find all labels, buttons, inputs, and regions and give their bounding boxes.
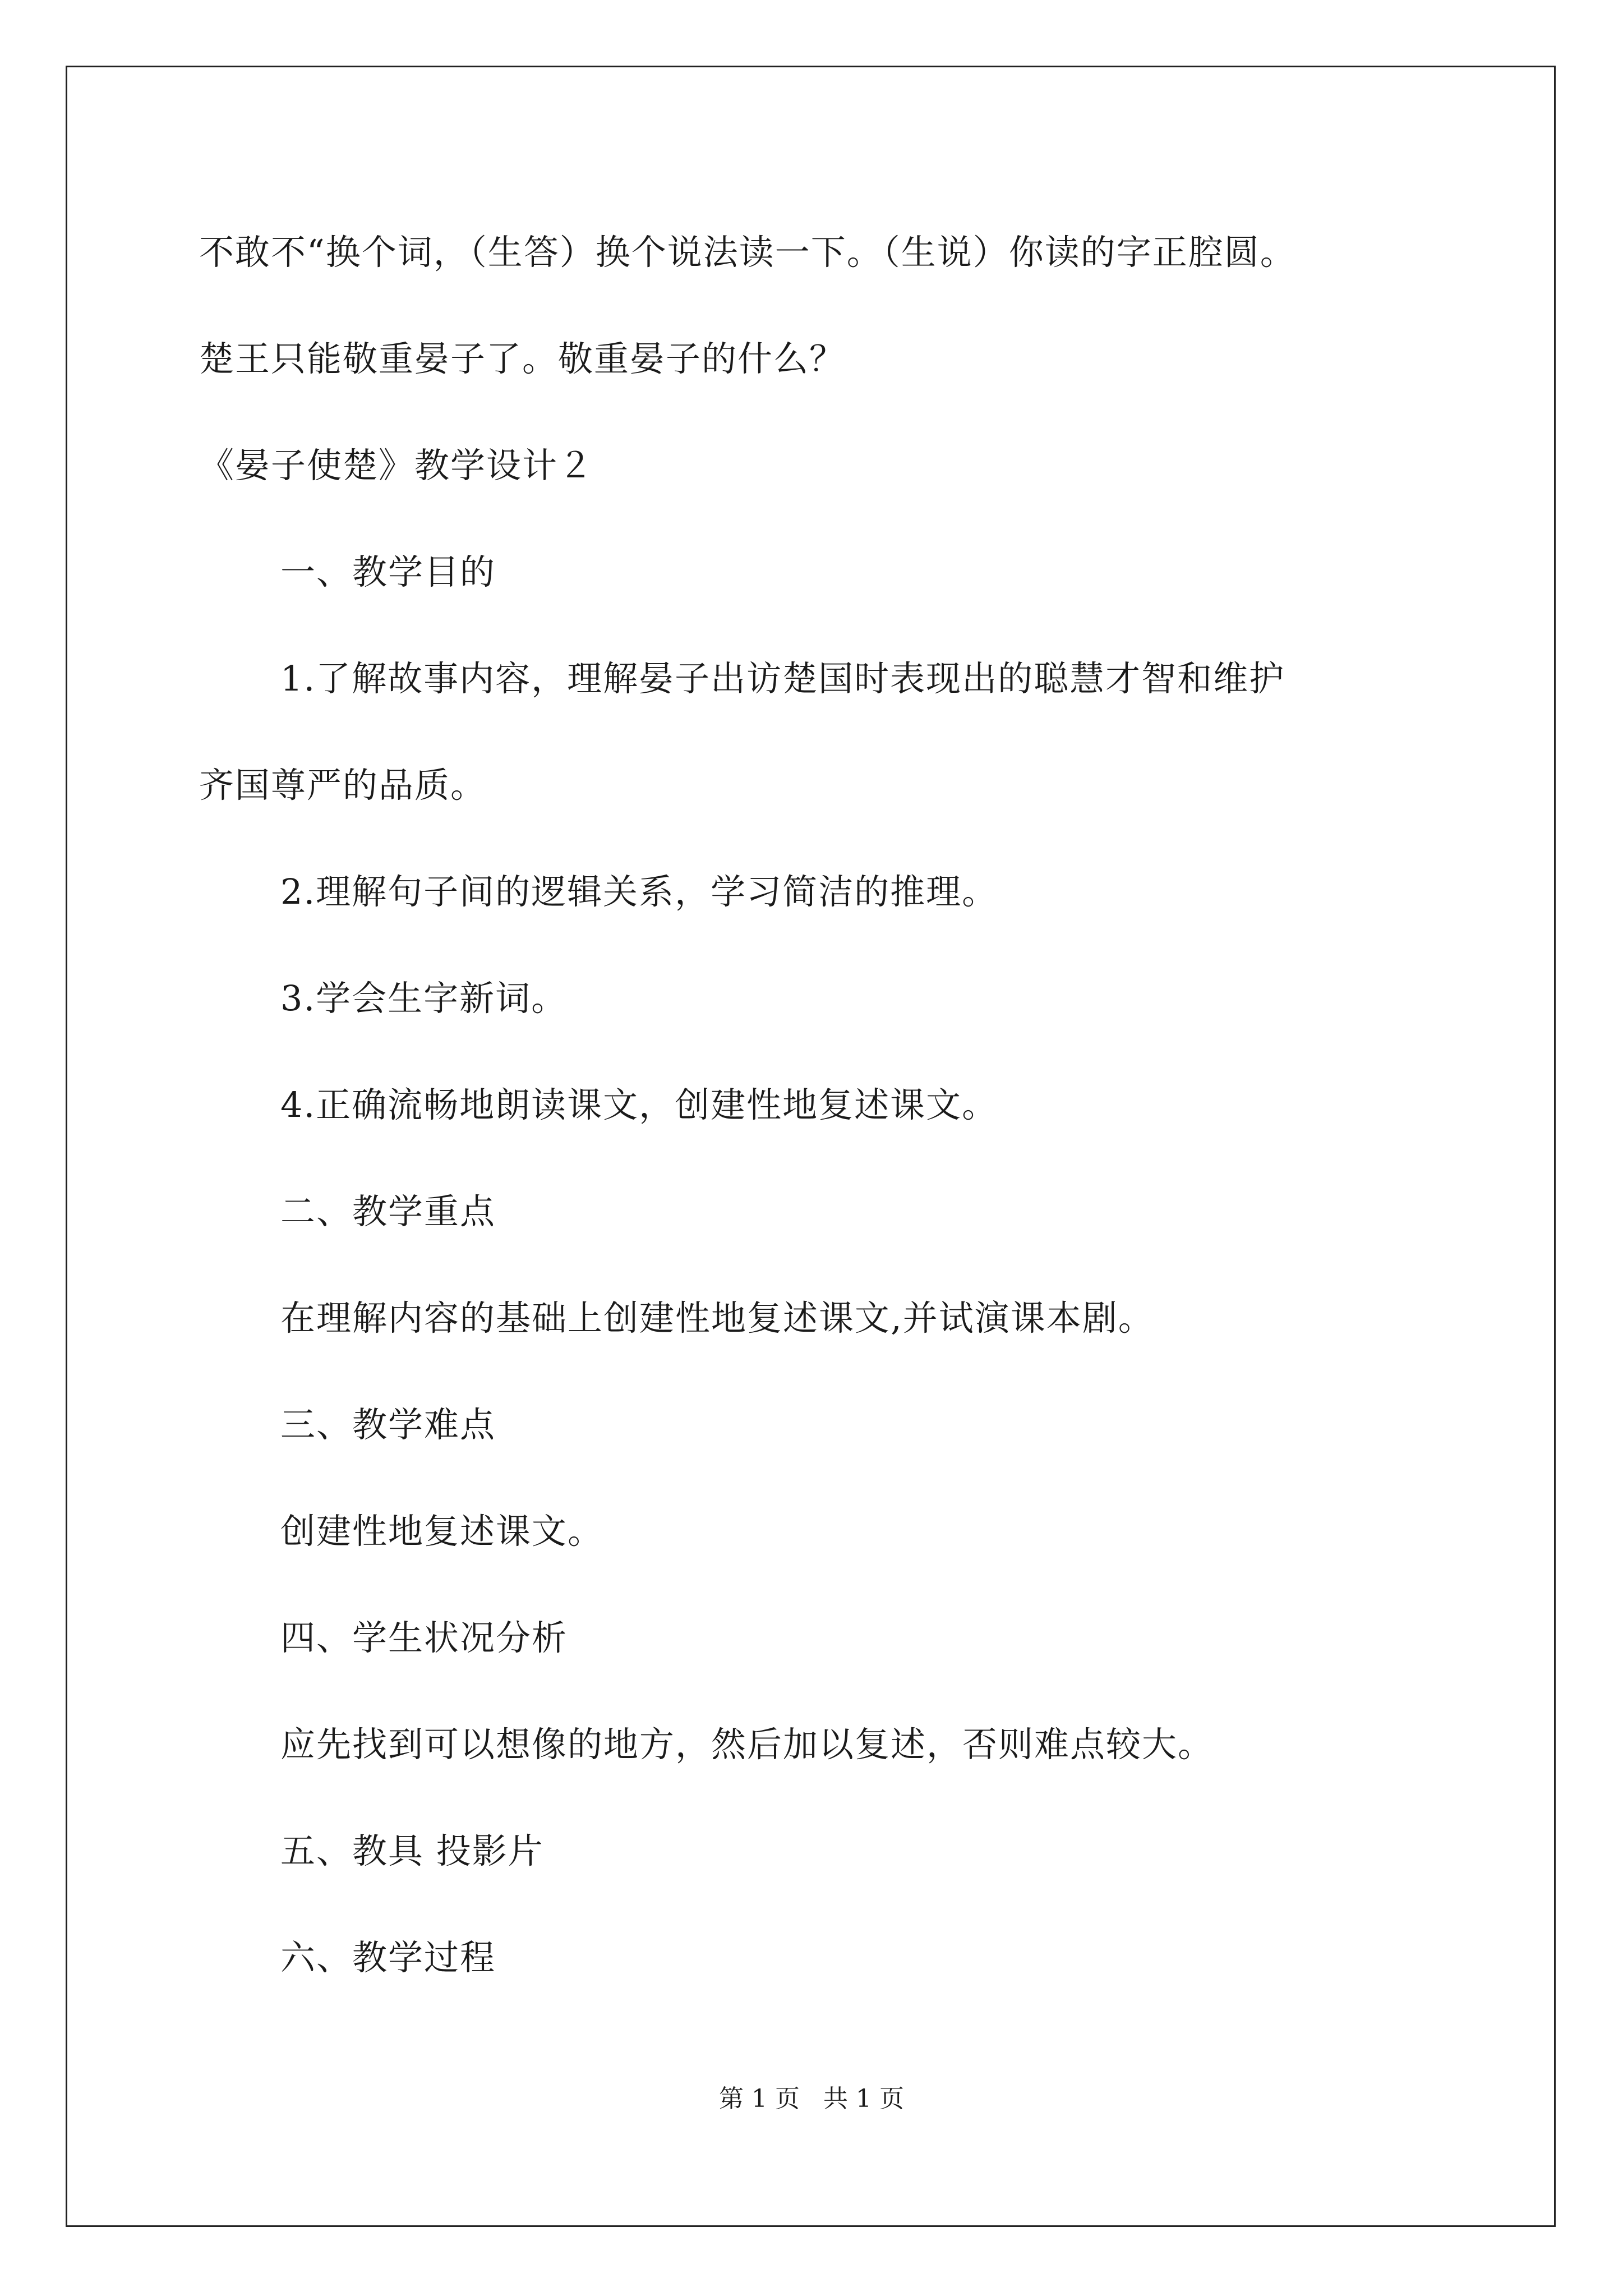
heading-teaching-aids: 五、教具 投影片 (280, 1830, 544, 1871)
paragraph-line-1: 不敢不“换个词，（生答）换个说法读一下。（生说）你读的字正腔圆。 (199, 232, 1296, 273)
student-analysis-text: 应先找到可以想像的地方，然后加以复述，否则难点较大。 (280, 1724, 1214, 1765)
goal-item-2: 2.理解句子间的逻辑关系，学习简洁的推理。 (280, 871, 998, 912)
goal-item-4: 4.正确流畅地朗读课文，创建性地复述课文。 (280, 1084, 998, 1125)
section-title: 《晏子使楚》教学设计２ (199, 445, 594, 486)
goal-item-1-continued: 齐国尊严的品质。 (199, 765, 487, 806)
difficulties-text: 创建性地复述课文。 (280, 1511, 604, 1552)
goal-item-3: 3.学会生字新词。 (280, 978, 568, 1019)
heading-difficulties: 三、教学难点 (280, 1404, 496, 1445)
heading-key-points: 二、教学重点 (280, 1191, 496, 1232)
paragraph-line-2: 楚王只能敬重晏子了。敬重晏子的什么？ (199, 338, 846, 379)
heading-teaching-process: 六、教学过程 (280, 1937, 496, 1978)
heading-teaching-goals: 一、教学目的 (280, 551, 496, 592)
page-number-footer: 第 1 页 共 1 页 (719, 2085, 904, 2113)
heading-student-analysis: 四、学生状况分析 (280, 1617, 568, 1658)
page-border (66, 66, 1556, 2227)
goal-item-1: 1.了解故事内容，理解晏子出访楚国时表现出的聪慧才智和维护 (280, 658, 1285, 699)
key-points-text: 在理解内容的基础上创建性地复述课文,并试演课本剧。 (280, 1297, 1154, 1338)
